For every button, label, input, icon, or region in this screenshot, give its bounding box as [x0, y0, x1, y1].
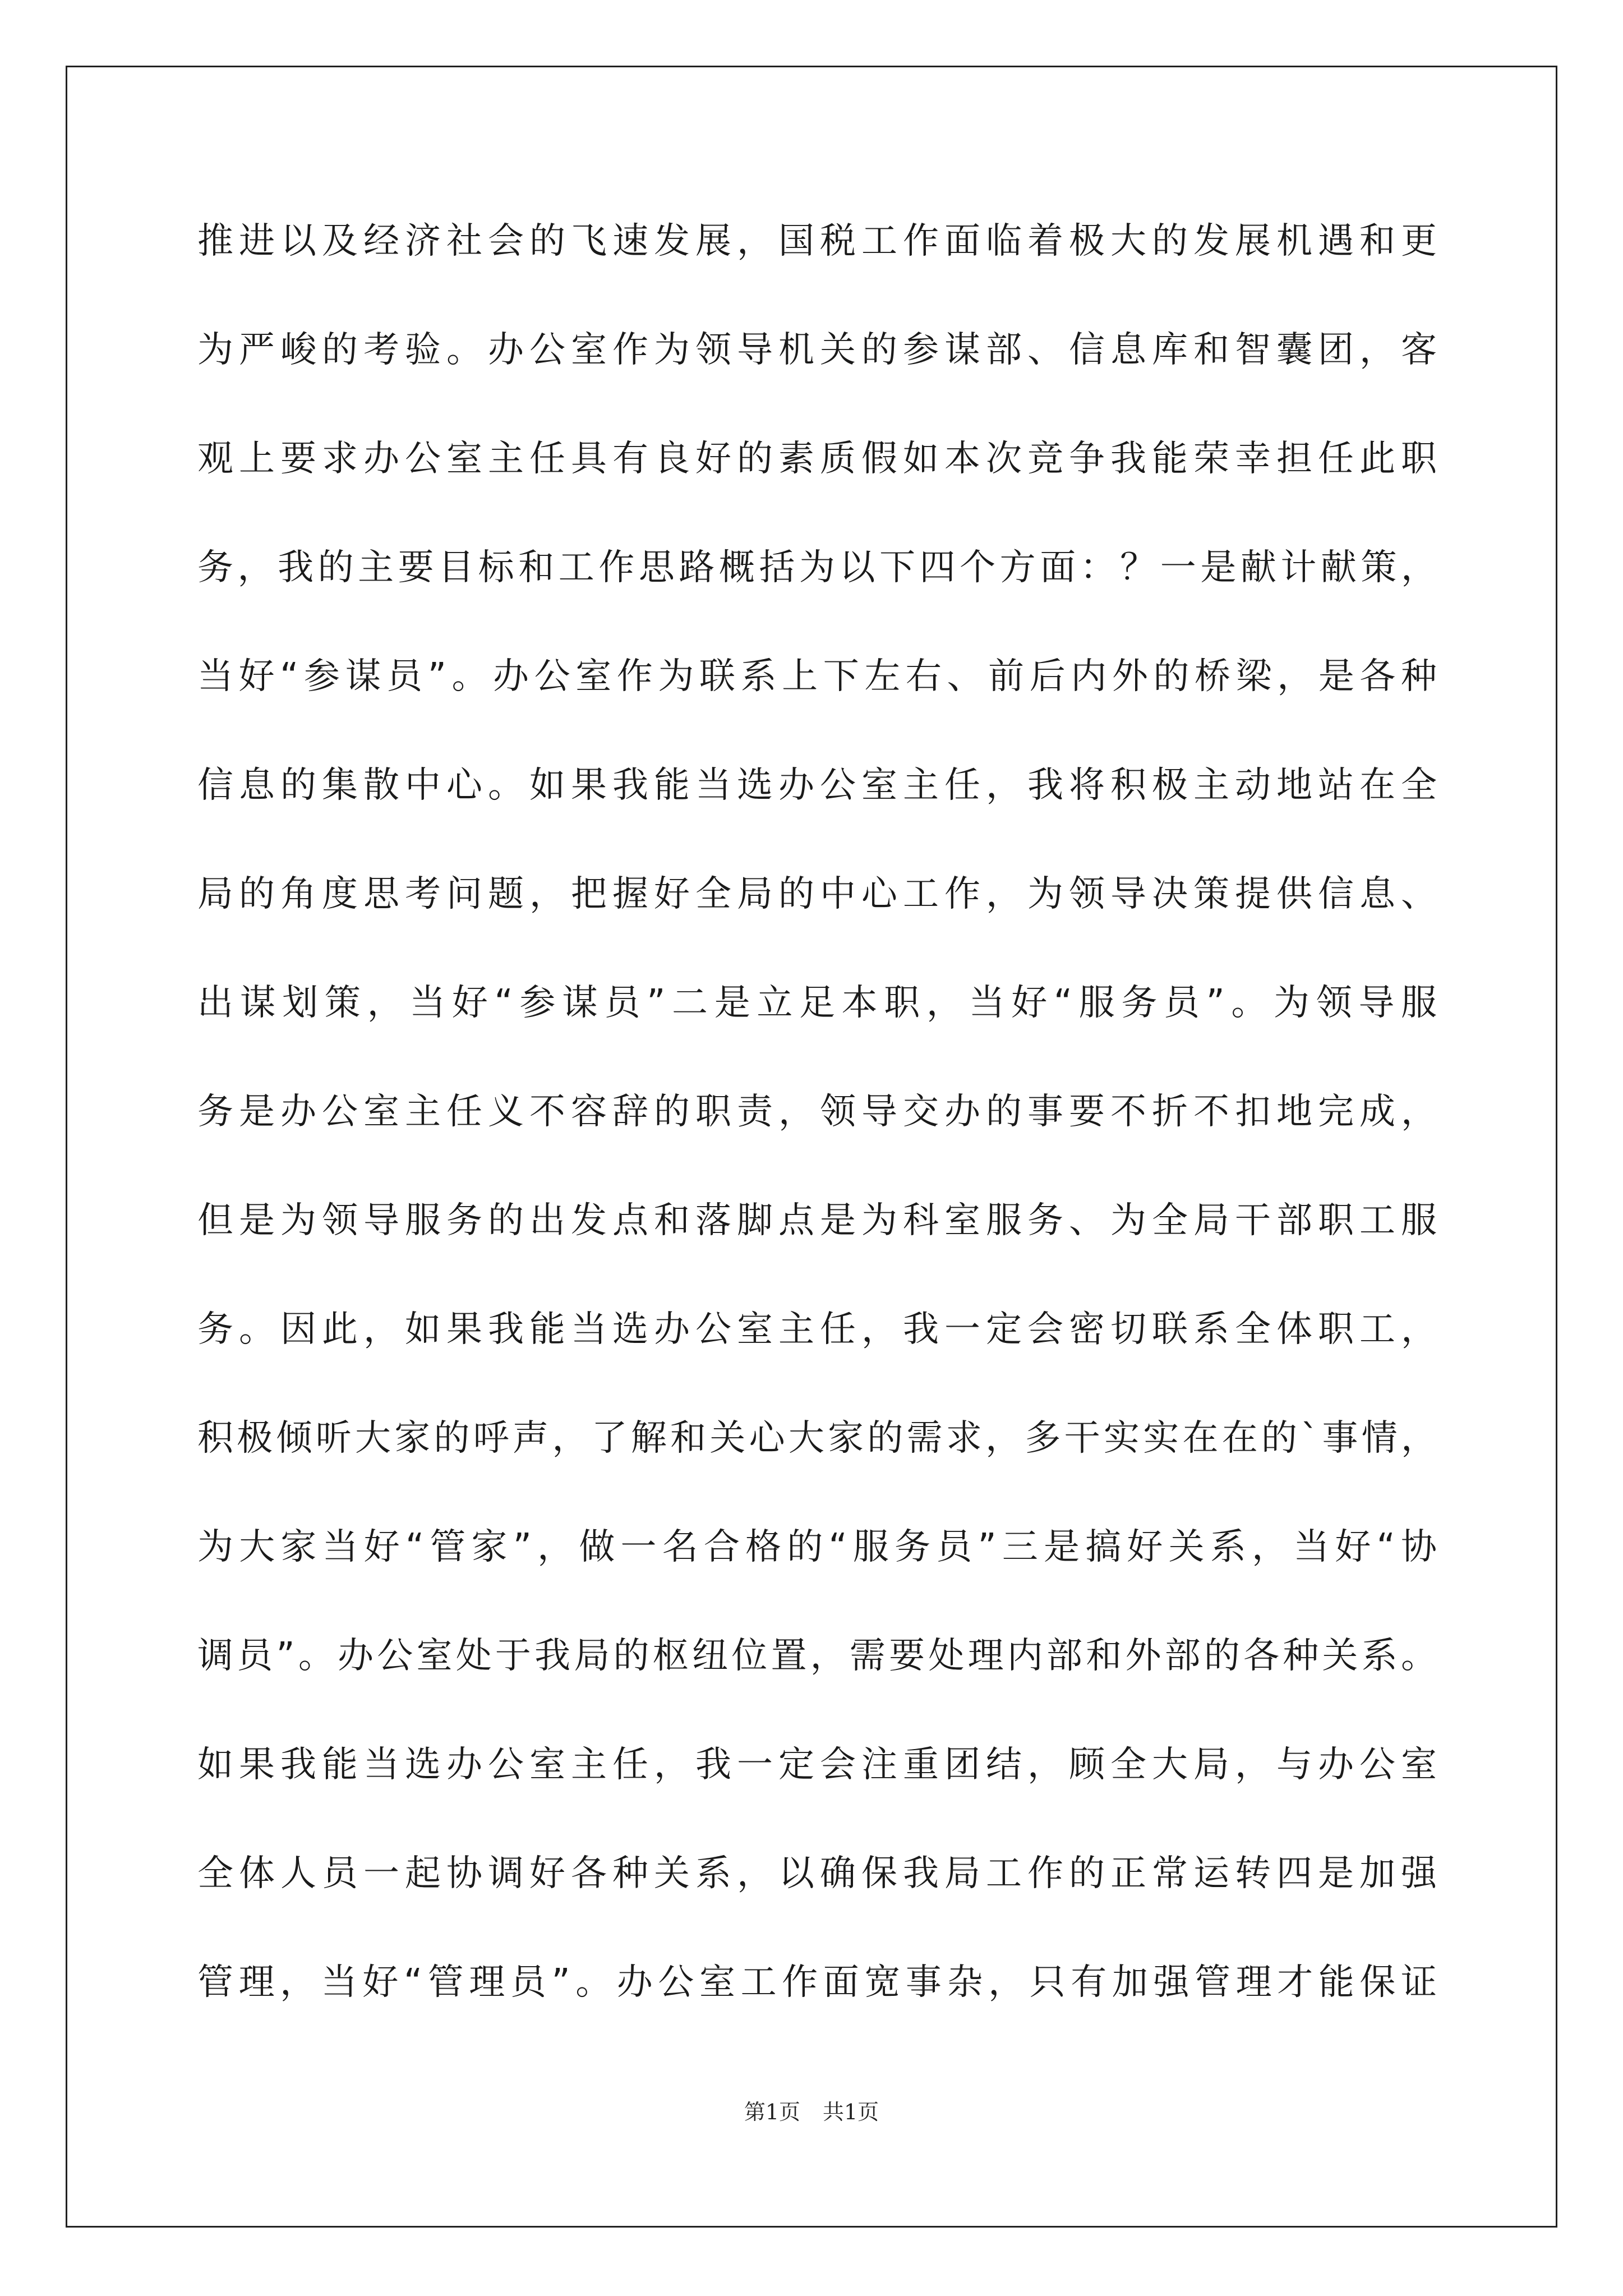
text-line: 全体人员一起协调好各种关系，以确保我局工作的正常运转四是加强 — [197, 1853, 1437, 1894]
page-footer — [0, 2098, 1623, 2126]
text-line: 为严峻的考验。办公室作为领导机关的参谋部、信息库和智囊团，客 — [197, 329, 1437, 371]
text-line: 调员”。办公室处于我局的枢纽位置，需要处理内部和外部的各种关系。 — [197, 1635, 1437, 1677]
page-number-current: 第1页 — [744, 2100, 800, 2124]
text-line: 务，我的主要目标和工作思路概括为以下四个方面：？一是献计献策， — [197, 547, 1437, 588]
text-line: 局的角度思考问题，把握好全局的中心工作，为领导决策提供信息、 — [197, 873, 1437, 915]
text-line: 信息的集散中心。如果我能当选办公室主任，我将积极主动地站在全 — [197, 765, 1437, 806]
text-line: 出谋划策，当好“参谋员”二是立足本职，当好“服务员”。为领导服 — [197, 982, 1437, 1024]
text-line: 务是办公室主任义不容辞的职责，领导交办的事要不折不扣地完成， — [197, 1091, 1437, 1133]
text-line: 如果我能当选办公室主任，我一定会注重团结，顾全大局，与办公室 — [197, 1744, 1437, 1786]
text-line: 当好“参谋员”。办公室作为联系上下左右、前后内外的桥梁，是各种 — [197, 656, 1437, 697]
body-text — [197, 213, 1437, 2063]
text-line: 推进以及经济社会的飞速发展，国税工作面临着极大的发展机遇和更 — [197, 220, 1437, 262]
page-number-total: 共1页 — [823, 2100, 879, 2124]
text-line: 但是为领导服务的出发点和落脚点是为科室服务、为全局干部职工服 — [197, 1200, 1437, 1241]
text-line: 管理，当好“管理员”。办公室工作面宽事杂，只有加强管理才能保证 — [197, 1962, 1437, 2003]
text-line: 积极倾听大家的呼声，了解和关心大家的需求，多干实实在在的`事情， — [197, 1418, 1437, 1459]
text-line: 务。因此，如果我能当选办公室主任，我一定会密切联系全体职工， — [197, 1309, 1437, 1350]
text-line: 观上要求办公室主任具有良好的素质假如本次竞争我能荣幸担任此职 — [197, 438, 1437, 480]
text-line: 为大家当好“管家”，做一名合格的“服务员”三是搞好关系，当好“协 — [197, 1526, 1437, 1568]
